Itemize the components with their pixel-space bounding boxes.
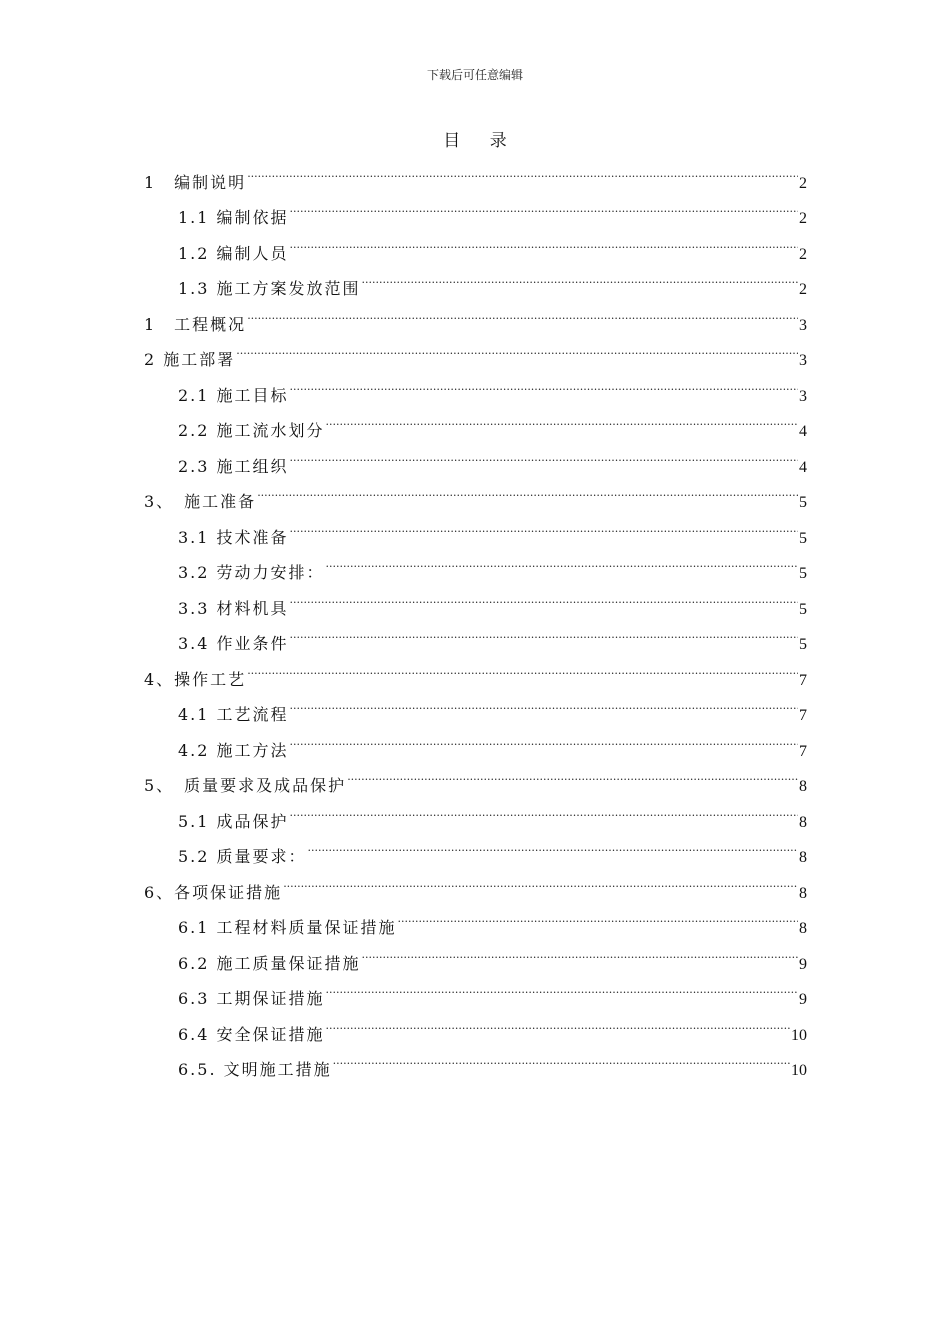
header-note: 下载后可任意编辑 — [426, 68, 523, 82]
toc-entry-page-number: 4 — [799, 423, 807, 440]
toc-entry-label: 4.2 施工方法 — [178, 740, 289, 760]
toc-entry-label: 3.4 作业条件 — [178, 634, 289, 653]
toc-dot-leader — [326, 401, 798, 437]
toc-entry-page-number: 2 — [799, 174, 807, 192]
toc-entry-page-number: 2 — [799, 245, 807, 263]
toc-entry-label: 1 工程概况 — [144, 314, 247, 334]
toc-entry-page-number: 5 — [799, 494, 807, 511]
toc-dot-leader — [290, 223, 798, 259]
toc-dot-leader — [290, 507, 798, 543]
toc-entry-page-number: 4 — [799, 458, 807, 476]
toc-dot-leader — [290, 791, 798, 827]
toc-dot-leader — [247, 294, 798, 330]
toc-dot-leader — [326, 969, 798, 1005]
toc-dot-leader — [290, 188, 798, 224]
toc-dot-leader — [290, 720, 798, 756]
toc-dot-leader — [290, 578, 798, 614]
toc-entry-label: 5.2 质量要求： — [178, 847, 307, 866]
toc-entry-page-number: 10 — [791, 1062, 807, 1079]
toc-entry-page-number: 7 — [799, 707, 807, 724]
toc-entry-label: 1 编制说明 — [144, 172, 247, 192]
toc-entry-page-number: 9 — [799, 991, 807, 1008]
toc-entry-label: 6.4 安全保证措施 — [178, 1024, 325, 1044]
toc-entry-label: 4.1 工艺流程 — [178, 705, 289, 724]
table-of-contents — [144, 152, 807, 1079]
toc-dot-leader — [333, 1040, 790, 1076]
toc-entry-label: 6、各项保证措施 — [144, 882, 283, 902]
toc-entry-page-number: 8 — [799, 778, 807, 795]
toc-dot-leader — [362, 933, 798, 969]
toc-entry-page-number: 5 — [799, 529, 807, 547]
toc-entry-page-number: 2 — [799, 210, 807, 227]
toc-entry[interactable] — [144, 330, 807, 369]
toc-entry-label: 1.1 编制依据 — [178, 208, 289, 227]
toc-entry-label: 3、 施工准备 — [144, 492, 257, 511]
toc-entry-page-number: 3 — [799, 352, 807, 369]
toc-dot-leader — [326, 543, 798, 579]
toc-entry-label: 3.1 技术准备 — [178, 527, 289, 547]
toc-dot-leader — [308, 827, 798, 863]
toc-dot-leader — [290, 365, 798, 401]
toc-entry-label: 4、操作工艺 — [144, 669, 247, 689]
toc-dot-leader — [347, 756, 798, 792]
toc-entry-label: 6.1 工程材料质量保证措施 — [178, 918, 397, 937]
toc-entry-page-number: 3 — [799, 316, 807, 334]
toc-dot-leader — [247, 152, 798, 188]
toc-entry-label: 3.3 材料机具 — [178, 598, 289, 618]
toc-dot-leader — [247, 649, 798, 685]
toc-entry-label: 5.1 成品保护 — [178, 811, 289, 831]
toc-dot-leader — [283, 862, 798, 898]
toc-dot-leader — [290, 614, 798, 650]
toc-entry-page-number: 5 — [799, 565, 807, 582]
toc-entry[interactable] — [144, 365, 807, 405]
toc-entry-page-number: 10 — [791, 1026, 807, 1044]
toc-entry-page-number: 2 — [799, 281, 807, 298]
toc-entry-label: 1.3 施工方案发放范围 — [178, 279, 361, 298]
toc-dot-leader — [257, 472, 798, 508]
toc-dot-leader — [290, 685, 798, 721]
toc-entry-label: 2.2 施工流水划分 — [178, 421, 325, 440]
toc-entry-label: 5、 质量要求及成品保护 — [144, 776, 347, 795]
toc-dot-leader — [362, 259, 798, 295]
toc-entry-label: 2.1 施工目标 — [178, 385, 289, 405]
toc-entry-label: 6.2 施工质量保证措施 — [178, 953, 361, 973]
toc-entry-label: 2 施工部署 — [144, 350, 236, 369]
toc-dot-leader — [398, 898, 798, 934]
toc-entry-page-number: 8 — [799, 920, 807, 937]
toc-entry-page-number: 8 — [799, 849, 807, 866]
toc-entry[interactable] — [144, 152, 807, 192]
toc-entry-page-number: 5 — [799, 600, 807, 618]
toc-entry-page-number: 8 — [799, 813, 807, 831]
toc-dot-leader — [326, 1004, 790, 1040]
toc-dot-leader — [290, 436, 798, 472]
toc-entry-page-number: 7 — [799, 671, 807, 689]
toc-entry-page-number: 7 — [799, 742, 807, 760]
toc-entry-label: 2.3 施工组织 — [178, 456, 289, 476]
toc-entry-label: 3.2 劳动力安排： — [178, 563, 325, 582]
toc-entry-page-number: 3 — [799, 387, 807, 405]
toc-entry-label: 6.5. 文明施工措施 — [178, 1060, 332, 1079]
toc-entry-page-number: 5 — [799, 636, 807, 653]
toc-entry-page-number: 8 — [799, 884, 807, 902]
toc-dot-leader — [236, 330, 798, 366]
toc-title: 目 录 — [443, 131, 519, 151]
toc-entry-label: 6.3 工期保证措施 — [178, 989, 325, 1008]
toc-entry-label: 1.2 编制人员 — [178, 243, 289, 263]
toc-entry-page-number: 9 — [799, 955, 807, 973]
